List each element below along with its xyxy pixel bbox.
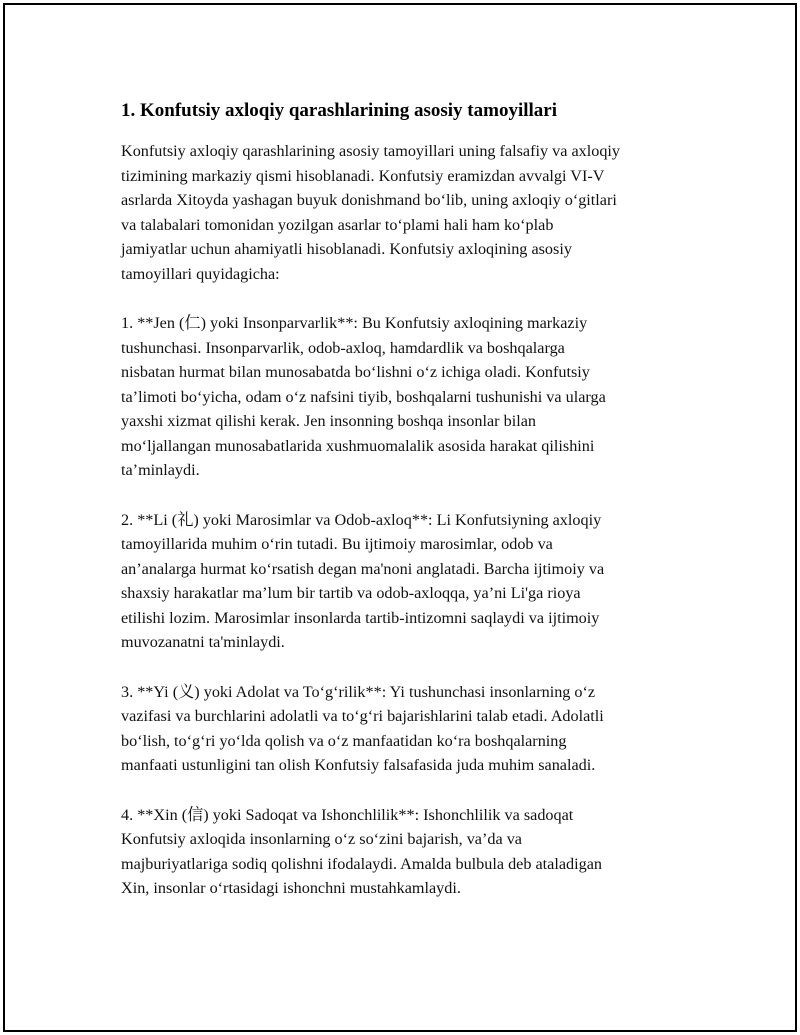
- text-line: ta’minlaydi.: [121, 461, 200, 479]
- text-line: 1. **Jen (仁) yoki Insonparvarlik**: Bu Konfutsiy axloqining markaziy: [121, 314, 588, 332]
- text-line: shaxsiy harakatlar ma’lum bir tartib va odob-axloqqa, ya’ni Li'ga rioya: [121, 584, 581, 602]
- text-line: tizimining markaziy qismi hisoblanadi. Konfutsiy eramizdan avvalgi VI-V: [121, 166, 605, 185]
- text-line: 4. **Xin (信) yoki Sadoqat va Ishonchlilik**: Ishonchlilik va sadoqat: [121, 805, 574, 824]
- principle-li-paragraph: [121, 508, 701, 655]
- text-line: etilishi lozim. Marosimlar insonlarda tartib-intizomni saqlaydi va ijtimoiy: [121, 608, 600, 627]
- text-line: an’analarga hurmat ko‘rsatish degan ma'noni anglatadi. Barcha ijtimoiy va: [121, 559, 605, 578]
- text-line: Konfutsiy axloqiy qarashlarining asosiy tamoyillari uning falsafiy va axloqiy: [121, 142, 621, 160]
- text-line: bo‘lish, to‘g‘ri yo‘lda qolish va o‘z manfaatidan ko‘ra boshqalarning: [121, 731, 567, 750]
- text-line: Xin, insonlar o‘rtasidagi ishonchni mustahkamlaydi.: [121, 879, 461, 897]
- principle-yi-paragraph: [121, 680, 701, 778]
- text-line: yaxshi xizmat qilishi kerak. Jen insonning boshqa insonlar bilan: [121, 412, 536, 430]
- text-line: tamoyillarida muhim o‘rin tutadi. Bu ijtimoiy marosimlar, odob va: [121, 535, 553, 553]
- text-line: majburiyatlariga sodiq qolishni ifodalaydi. Amalda bulbula deb ataladigan: [121, 854, 603, 873]
- text-line: tamoyillari quyidagicha:: [121, 264, 280, 283]
- text-line: va talabalari tomonidan yozilgan asarlar to‘plami hali ham ko‘plab: [121, 215, 554, 234]
- text-line: nisbatan hurmat bilan munosabatda bo‘lishni o‘z ichiga oladi. Konfutsiy: [121, 363, 590, 381]
- text-line: Konfutsiy axloqida insonlarning o‘z so‘zini bajarish, va’da va: [121, 830, 522, 848]
- principle-xin-paragraph: [121, 803, 701, 901]
- text-line: ta’limoti bo‘yicha, odam o‘z nafsini tiyib, boshqalarni tushunishi va ularga: [121, 387, 606, 406]
- text-line: 3. **Yi (义) yoki Adolat va To‘g‘rilik**: Yi tushunchasi insonlarning o‘z: [121, 682, 596, 701]
- principle-jen-paragraph: [121, 311, 701, 483]
- document-body: [121, 97, 701, 926]
- text-line: jamiyatlar uchun ahamiyatli hisoblanadi. Konfutsiy axloqining asosiy: [121, 240, 572, 258]
- text-line: vazifasi va burchlarini adolatli va to‘g‘ri bajarishlarini talab etadi. Adolatli: [121, 707, 604, 725]
- text-line: 2. **Li (礼) yoki Marosimlar va Odob-axloq**: Li Konfutsiyning axloqiy: [121, 510, 602, 529]
- text-line: mo‘ljallangan munosabatlarida xushmuomalalik asosida harakat qilishini: [121, 436, 595, 455]
- page-frame: [3, 3, 797, 1032]
- text-line: muvozanatni ta'minlaydi.: [121, 633, 285, 651]
- section-heading: 1. Konfutsiy axloqiy qarashlarining asosiy tamoyillari: [121, 100, 557, 121]
- text-line: tushunchasi. Insonparvarlik, odob-axloq, hamdardlik va boshqalarga: [121, 338, 565, 357]
- text-line: manfaati ustunligini tan olish Konfutsiy falsafasida juda muhim sanaladi.: [121, 756, 596, 774]
- intro-paragraph: [121, 139, 701, 286]
- text-line: asrlarda Xitoyda yashagan buyuk donishmand bo‘lib, uning axloqiy o‘gitlari: [121, 191, 617, 209]
